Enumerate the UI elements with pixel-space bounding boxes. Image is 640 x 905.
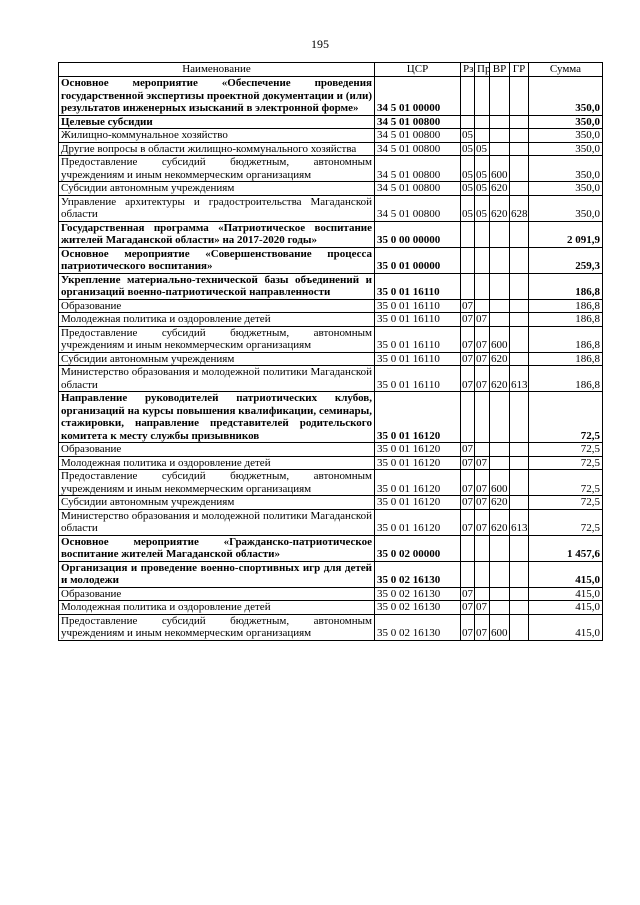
cell-sum: 186,8 <box>529 299 603 313</box>
cell-pr: 05 <box>475 156 490 182</box>
table-row <box>59 443 603 457</box>
cell-gr <box>510 352 529 366</box>
cell-pr: 07 <box>475 313 490 327</box>
table-row <box>59 156 603 182</box>
table-row <box>59 456 603 470</box>
table-row <box>59 299 603 313</box>
table-row <box>59 129 603 143</box>
cell-rz <box>461 392 475 443</box>
cell-sum: 72,5 <box>529 470 603 496</box>
cell-name: Министерство образования и молодежной политики Магаданской области <box>59 509 375 535</box>
cell-pr <box>475 129 490 143</box>
cell-pr <box>475 273 490 299</box>
table-body <box>59 77 603 641</box>
cell-gr <box>510 156 529 182</box>
cell-csr: 35 0 02 00000 <box>375 535 461 561</box>
header-name: Наименование <box>59 63 375 77</box>
cell-pr: 07 <box>475 366 490 392</box>
cell-rz <box>461 561 475 587</box>
cell-pr <box>475 221 490 247</box>
cell-csr: 35 0 01 16110 <box>375 299 461 313</box>
header-csr: ЦСР <box>375 63 461 77</box>
cell-sum: 72,5 <box>529 443 603 457</box>
cell-csr: 35 0 01 16110 <box>375 352 461 366</box>
table-row <box>59 142 603 156</box>
cell-gr <box>510 561 529 587</box>
cell-gr <box>510 456 529 470</box>
cell-csr: 35 0 01 16110 <box>375 313 461 327</box>
table-row <box>59 561 603 587</box>
cell-vr <box>490 273 510 299</box>
cell-pr: 07 <box>475 509 490 535</box>
cell-vr <box>490 115 510 129</box>
cell-csr: 34 5 01 00800 <box>375 129 461 143</box>
cell-name: Предоставление субсидий бюджетным, автономным учреждениям и иным некоммерческим организациям <box>59 470 375 496</box>
cell-vr: 600 <box>490 614 510 640</box>
cell-csr: 35 0 01 16110 <box>375 273 461 299</box>
cell-name: Образование <box>59 587 375 601</box>
cell-name: Предоставление субсидий бюджетным, автономным учреждениям и иным некоммерческим организациям <box>59 156 375 182</box>
cell-csr: 35 0 01 16120 <box>375 443 461 457</box>
cell-sum: 186,8 <box>529 313 603 327</box>
cell-gr: 613 <box>510 509 529 535</box>
cell-pr: 07 <box>475 326 490 352</box>
cell-vr <box>490 313 510 327</box>
cell-pr <box>475 561 490 587</box>
cell-name: Укрепление материально-технической базы объединений и организаций военно-патриотической направленности <box>59 273 375 299</box>
cell-name: Предоставление субсидий бюджетным, автономным учреждениям и иным некоммерческим организациям <box>59 614 375 640</box>
cell-gr: 628 <box>510 195 529 221</box>
cell-vr: 600 <box>490 470 510 496</box>
cell-sum: 350,0 <box>529 142 603 156</box>
cell-rz: 07 <box>461 614 475 640</box>
cell-rz: 05 <box>461 195 475 221</box>
page-number: 195 <box>311 37 329 51</box>
cell-rz: 05 <box>462 129 473 141</box>
cell-pr: 05 <box>475 195 490 221</box>
cell-gr <box>510 299 529 313</box>
cell-pr: 05 <box>475 142 490 156</box>
cell-rz: 07 <box>461 509 475 535</box>
cell-vr: 600 <box>490 326 510 352</box>
cell-pr <box>475 535 490 561</box>
cell-csr: 35 0 00 00000 <box>375 221 461 247</box>
cell-sum: 72,5 <box>529 496 603 510</box>
cell-csr: 34 5 01 00000 <box>375 77 461 116</box>
cell-sum: 350,0 <box>529 115 603 129</box>
cell-vr <box>490 142 510 156</box>
cell-sum: 72,5 <box>529 392 603 443</box>
cell-name: Субсидии автономным учреждениям <box>59 496 375 510</box>
cell-name: Государственная программа «Патриотическое воспитание жителей Магаданской области» на 2017-2020 годы» <box>59 221 375 247</box>
cell-vr <box>490 456 510 470</box>
cell-gr <box>510 115 529 129</box>
table-row <box>59 352 603 366</box>
cell-name: Субсидии автономным учреждениям <box>59 352 375 366</box>
cell-gr <box>510 601 529 615</box>
cell-csr: 34 5 01 00800 <box>375 142 461 156</box>
cell-gr <box>510 392 529 443</box>
cell-gr <box>510 313 529 327</box>
cell-sum: 350,0 <box>529 77 603 116</box>
cell-vr <box>490 129 510 143</box>
cell-csr: 34 5 01 00800 <box>375 182 461 196</box>
cell-name: Образование <box>59 443 375 457</box>
cell-sum: 2 091,9 <box>529 221 603 247</box>
cell-rz: 05 <box>462 182 473 194</box>
cell-name: Жилищно-коммунальное хозяйство <box>59 129 375 143</box>
cell-vr <box>490 77 510 116</box>
cell-name: Молодежная политика и оздоровление детей <box>59 601 375 615</box>
cell-sum: 186,8 <box>529 273 603 299</box>
cell-pr <box>475 247 490 273</box>
cell-pr <box>475 443 490 457</box>
table-row <box>59 221 603 247</box>
cell-gr <box>510 496 529 510</box>
cell-sum: 72,5 <box>529 509 603 535</box>
cell-rz: 07 <box>462 587 473 600</box>
cell-name: Целевые субсидии <box>59 115 375 129</box>
cell-gr <box>510 443 529 457</box>
cell-vr: 620 <box>490 509 510 535</box>
cell-sum: 350,0 <box>529 195 603 221</box>
cell-vr <box>490 601 510 615</box>
cell-vr <box>490 299 510 313</box>
cell-pr <box>475 115 490 129</box>
cell-pr: 07 <box>475 496 490 510</box>
cell-gr <box>510 129 529 143</box>
cell-name: Другие вопросы в области жилищно-коммунального хозяйства <box>59 142 375 156</box>
cell-rz: 07 <box>462 313 473 325</box>
cell-rz <box>461 535 475 561</box>
cell-rz <box>461 221 475 247</box>
cell-csr: 35 0 02 16130 <box>375 601 461 615</box>
cell-csr: 35 0 02 16130 <box>375 614 461 640</box>
cell-rz <box>461 77 475 116</box>
cell-gr <box>510 614 529 640</box>
cell-csr: 35 0 01 16120 <box>375 456 461 470</box>
cell-rz: 07 <box>462 456 473 469</box>
table-row <box>59 273 603 299</box>
cell-vr <box>490 221 510 247</box>
cell-pr <box>475 299 490 313</box>
cell-csr: 35 0 01 16110 <box>375 326 461 352</box>
cell-vr: 620 <box>490 195 510 221</box>
table-row <box>59 195 603 221</box>
cell-pr <box>475 392 490 443</box>
cell-name: Основное мероприятие «Обеспечение проведения государственной экспертизы проектной документации и (или) результатов инженерных изысканий в электронной форме» <box>59 77 375 116</box>
cell-name: Управление архитектуры и градостроительства Магаданской области <box>59 195 375 221</box>
cell-rz: 07 <box>462 443 473 455</box>
cell-csr: 35 0 01 00000 <box>375 247 461 273</box>
cell-csr: 34 5 01 00800 <box>375 115 461 129</box>
cell-csr: 35 0 01 16120 <box>375 392 461 443</box>
cell-csr: 35 0 01 16120 <box>375 496 461 510</box>
cell-sum: 186,8 <box>529 352 603 366</box>
cell-vr <box>490 587 510 601</box>
table-row <box>59 313 603 327</box>
budget-table <box>58 62 603 641</box>
table-row <box>59 601 603 615</box>
cell-rz: 07 <box>461 470 475 496</box>
cell-sum: 186,8 <box>529 366 603 392</box>
cell-pr <box>475 77 490 116</box>
cell-name: Направление руководителей патриотических клубов, организаций на курсы повышения квалификации, семинары, стажировки, направление представителей родительского комитета к месту службы призывников <box>59 392 375 443</box>
table-row <box>59 535 603 561</box>
cell-sum: 415,0 <box>529 601 603 615</box>
cell-name: Организация и проведение военно-спортивных игр для детей и молодежи <box>59 561 375 587</box>
cell-sum: 415,0 <box>529 587 603 601</box>
cell-csr: 34 5 01 00800 <box>375 156 461 182</box>
cell-vr: 620 <box>491 182 508 194</box>
cell-rz: 07 <box>462 601 473 613</box>
cell-gr <box>510 326 529 352</box>
cell-rz: 05 <box>462 142 473 155</box>
table-row <box>59 470 603 496</box>
cell-gr <box>510 587 529 601</box>
cell-vr <box>490 443 510 457</box>
cell-name: Молодежная политика и оздоровление детей <box>59 313 375 327</box>
cell-vr <box>490 392 510 443</box>
table-row <box>59 326 603 352</box>
cell-name: Субсидии автономным учреждениям <box>59 182 375 196</box>
table-row <box>59 77 603 116</box>
cell-csr: 34 5 01 00800 <box>375 195 461 221</box>
cell-name: Образование <box>59 299 375 313</box>
cell-vr <box>490 561 510 587</box>
cell-gr <box>510 221 529 247</box>
cell-rz: 07 <box>461 326 475 352</box>
table-row <box>59 614 603 640</box>
cell-gr: 613 <box>510 366 529 392</box>
table-row <box>59 247 603 273</box>
cell-vr <box>490 247 510 273</box>
cell-name: Основное мероприятие «Совершенствование процесса патриотического воспитания» <box>59 247 375 273</box>
cell-gr <box>510 142 529 156</box>
cell-pr: 07 <box>475 470 490 496</box>
cell-sum: 350,0 <box>529 182 603 196</box>
cell-pr <box>475 587 490 601</box>
cell-pr: 05 <box>475 182 490 196</box>
cell-csr: 35 0 01 16110 <box>375 366 461 392</box>
cell-sum: 415,0 <box>529 614 603 640</box>
cell-csr: 35 0 01 16120 <box>375 509 461 535</box>
cell-gr <box>510 273 529 299</box>
cell-gr <box>510 77 529 116</box>
cell-rz: 05 <box>461 156 475 182</box>
cell-gr <box>510 535 529 561</box>
cell-rz: 07 <box>461 366 475 392</box>
table-row <box>59 587 603 601</box>
cell-rz <box>461 115 475 129</box>
cell-pr: 07 <box>475 456 490 470</box>
cell-csr: 35 0 02 16130 <box>375 561 461 587</box>
header-vr: ВР <box>490 63 510 77</box>
cell-sum: 259,3 <box>529 247 603 273</box>
cell-rz <box>461 273 475 299</box>
cell-vr: 620 <box>490 366 510 392</box>
cell-sum: 350,0 <box>529 156 603 182</box>
cell-vr: 620 <box>491 352 508 365</box>
cell-vr: 600 <box>490 156 510 182</box>
cell-gr <box>510 247 529 273</box>
cell-name: Предоставление субсидий бюджетным, автономным учреждениям и иным некоммерческим организациям <box>59 326 375 352</box>
cell-name: Молодежная политика и оздоровление детей <box>59 456 375 470</box>
cell-csr: 35 0 02 16130 <box>375 587 461 601</box>
table-row <box>59 182 603 196</box>
cell-name: Основное мероприятие «Гражданско-патриотическое воспитание жителей Магаданской области» <box>59 535 375 561</box>
table-row <box>59 366 603 392</box>
cell-sum: 1 457,6 <box>529 535 603 561</box>
cell-gr <box>510 182 529 196</box>
table-header-row <box>59 63 603 77</box>
cell-name: Министерство образования и молодежной политики Магаданской области <box>59 366 375 392</box>
table-row <box>59 392 603 443</box>
table-row <box>59 496 603 510</box>
cell-rz: 07 <box>462 299 473 312</box>
header-sum: Сумма <box>529 63 603 77</box>
header-pr: Пр <box>475 63 490 77</box>
table-row <box>59 509 603 535</box>
cell-vr: 620 <box>491 496 508 508</box>
header-gr: ГР <box>510 63 529 77</box>
cell-rz: 07 <box>462 352 473 365</box>
cell-sum: 415,0 <box>529 561 603 587</box>
cell-pr: 07 <box>475 352 490 366</box>
table-row <box>59 115 603 129</box>
cell-rz <box>461 247 475 273</box>
cell-sum: 72,5 <box>529 456 603 470</box>
cell-sum: 350,0 <box>529 129 603 143</box>
cell-pr: 07 <box>475 614 490 640</box>
cell-vr <box>490 535 510 561</box>
header-rz: Рз <box>461 63 475 77</box>
cell-pr: 07 <box>475 601 490 615</box>
cell-csr: 35 0 01 16120 <box>375 470 461 496</box>
cell-rz: 07 <box>462 496 473 508</box>
cell-gr <box>510 470 529 496</box>
cell-sum: 186,8 <box>529 326 603 352</box>
